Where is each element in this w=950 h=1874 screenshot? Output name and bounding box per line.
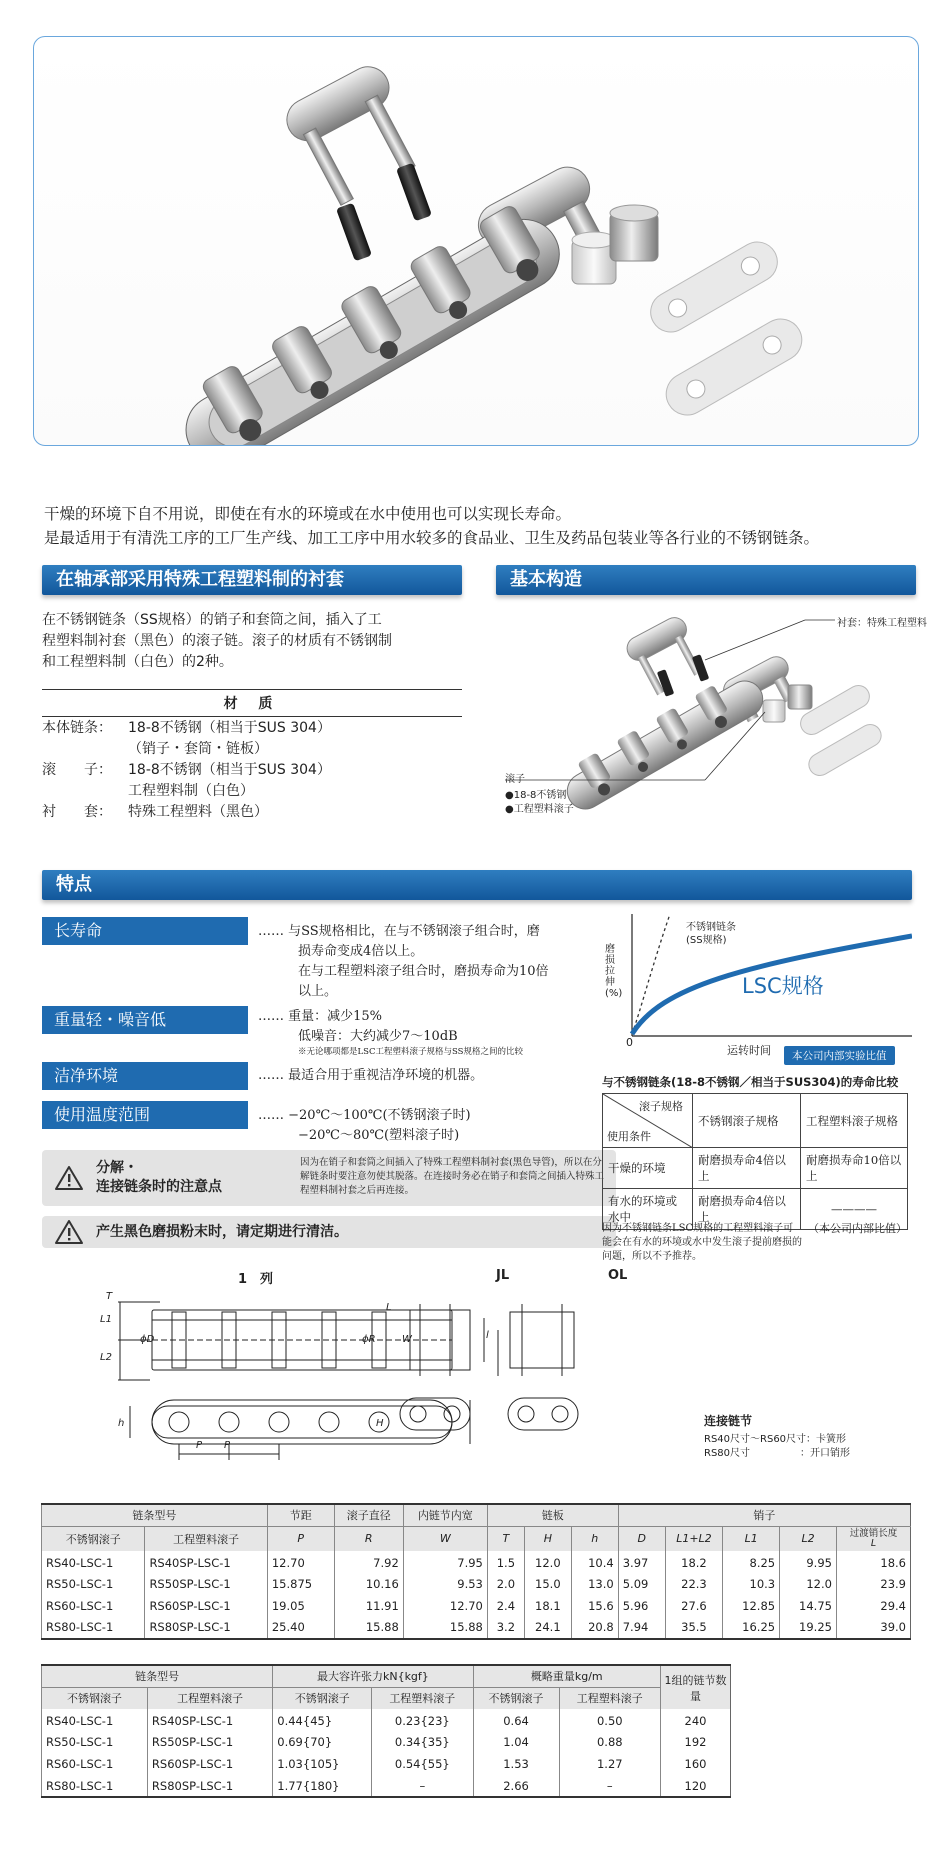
ss-curve	[632, 914, 670, 1034]
table-cell: 11.91	[334, 1595, 403, 1617]
feature-line: …… 最适合用于重视洁净环境的机器。	[258, 1068, 484, 1083]
material-row	[42, 782, 462, 801]
th-ep: 工程塑料滚子	[147, 1687, 272, 1709]
table-cell: 12.70	[267, 1551, 334, 1573]
th-pin: 销子	[618, 1504, 910, 1526]
material-key	[42, 740, 128, 759]
graph-zero: 0	[626, 1036, 633, 1049]
table-cell: 10.4	[571, 1551, 618, 1573]
th-plate: 链板	[487, 1504, 618, 1526]
compare-head-bottom: 使用条件	[607, 1130, 651, 1143]
compare-value: 耐磨损寿命4倍以上	[693, 1189, 801, 1230]
table-row	[42, 1551, 911, 1573]
roller-item: ●18-8不锈钢	[505, 790, 567, 801]
material-value: 工程塑料制（白色）	[128, 783, 254, 799]
table-cell: 18.6	[836, 1551, 910, 1573]
th-pitch: 节距	[267, 1504, 334, 1526]
compare-table	[602, 1093, 908, 1230]
graph-xlabel: 运转时间	[727, 1044, 771, 1057]
material-value: 18-8不锈钢（相当于SUS 304）	[128, 762, 331, 778]
table-cell: 160	[661, 1753, 731, 1775]
spec-table-dimensions	[41, 1503, 911, 1640]
table-cell: 1.04	[473, 1731, 559, 1753]
table-cell: 22.3	[665, 1573, 723, 1595]
material-row	[42, 803, 462, 822]
table-cell: 23.9	[836, 1573, 910, 1595]
material-row	[42, 761, 462, 780]
table-cell: 10.16	[334, 1573, 403, 1595]
table-cell: 19.25	[780, 1617, 837, 1639]
table-cell: 27.6	[665, 1595, 723, 1617]
chain-dimension-drawings	[90, 1290, 690, 1460]
compare-value: 耐磨损寿命10倍以上	[801, 1148, 908, 1189]
graph-badge: 本公司内部实验比值	[784, 1046, 895, 1065]
th-inner: 内链节内宽	[403, 1504, 487, 1526]
table-cell: 7.94	[618, 1617, 665, 1639]
material-key: 本体链条：	[42, 720, 112, 736]
th-h: h	[571, 1526, 618, 1551]
compare-row	[603, 1148, 908, 1189]
th-R: R	[334, 1526, 403, 1551]
wear-graph	[605, 906, 912, 1076]
material-row	[42, 719, 462, 738]
section-bushing-header: 在轴承部采用特殊工程塑料制的衬套	[42, 565, 462, 595]
caution-text: 因为在销子和套筒之间插入了特殊工程塑料制衬套(黑色导管)，所以在分解链条时要注意勿使其脱落。在连接时务必在销子和套筒之间插入特殊工程塑料制衬套之后再连接。	[300, 1157, 605, 1196]
table-cell: 0.44{45}	[273, 1709, 372, 1731]
section-bushing-line-2: 程塑料制衬套（黑色）的滚子链。滚子的材质有不锈钢制	[42, 633, 392, 649]
features-header: 特点	[42, 870, 912, 900]
table-cell: 5.96	[618, 1595, 665, 1617]
caution-title	[96, 1159, 222, 1197]
th-trans	[836, 1526, 910, 1551]
caution-title-line: 分解・	[96, 1160, 138, 1176]
link-title: 连接链节	[704, 1414, 753, 1428]
dim-P: P	[196, 1440, 203, 1451]
th-trans-text: 过渡销长度	[849, 1527, 898, 1539]
table-cell: 16.25	[723, 1617, 780, 1639]
feature-line: 在与工程塑料滚子组合时，磨损寿命为10倍	[298, 964, 549, 979]
feature-clean-desc	[258, 1066, 483, 1086]
table-cell: 13.0	[571, 1573, 618, 1595]
table-row	[42, 1573, 911, 1595]
table-cell: 39.0	[836, 1617, 910, 1639]
th-tension: 最大容许张力kN{kgf}	[273, 1665, 473, 1687]
caution-disassembly	[42, 1150, 616, 1206]
graph-ss-label-line: 不锈钢链条	[686, 922, 736, 933]
th-model: 链条型号	[42, 1504, 268, 1526]
graph-lsc-label: LSC规格	[742, 974, 824, 998]
compare-value: ————	[801, 1189, 908, 1230]
link-type-2: RS80尺寸 ：开口销形	[704, 1448, 851, 1459]
th-ss: 不锈钢滚子	[273, 1687, 372, 1709]
table-cell: 15.875	[267, 1573, 334, 1595]
table-cell: 1.53	[473, 1753, 559, 1775]
spec-table-strength	[41, 1664, 731, 1798]
feature-line: 损寿命变成4倍以上。	[298, 944, 424, 959]
graph-ss-label-line: (SS规格)	[686, 935, 727, 946]
table-cell: RS60SP-LSC-1	[145, 1595, 267, 1617]
feature-temperature-desc	[258, 1106, 471, 1146]
table-cell: 0.50	[559, 1709, 660, 1731]
table-cell: 29.4	[836, 1595, 910, 1617]
dim-R: ϕR	[362, 1334, 376, 1345]
table-cell: 3.2	[487, 1617, 524, 1639]
chain-exploded-illustration	[34, 37, 919, 446]
table-row	[42, 1709, 731, 1731]
feature-clean: 洁净环境	[42, 1062, 248, 1090]
table-cell: 15.0	[524, 1573, 571, 1595]
th-D: D	[618, 1526, 665, 1551]
material-value: 18-8不锈钢（相当于SUS 304）	[128, 720, 331, 736]
material-header: 材 质	[42, 689, 462, 717]
table-cell: –	[559, 1775, 660, 1797]
material-key: 衬 套：	[42, 804, 112, 820]
compare-note: 因为不锈钢链条LSC规格的工程塑料滚子可能会在有水的环境或水中发生滚子提前磨损的问题，所以不予推荐。	[602, 1223, 802, 1262]
table-cell: RS60-LSC-1	[42, 1753, 148, 1775]
dim-L2: L2	[100, 1352, 112, 1363]
table-cell: 2.66	[473, 1775, 559, 1797]
compare-col-ep: 工程塑料滚子规格	[801, 1094, 908, 1148]
dim-P: P	[224, 1440, 231, 1451]
th-ss: 不锈钢滚子	[42, 1687, 148, 1709]
dim-W: W	[402, 1334, 412, 1345]
hero-image-frame	[33, 36, 919, 446]
table-row	[42, 1753, 731, 1775]
feature-footnote: ※无论哪项都是LSC工程塑料滚子规格与SS规格之间的比较	[298, 1047, 523, 1057]
table-cell: 7.92	[334, 1551, 403, 1573]
table-cell: 15.88	[334, 1617, 403, 1639]
table-cell: RS60SP-LSC-1	[147, 1753, 272, 1775]
feature-line: 低噪音：大约减少7～10dB	[298, 1029, 458, 1044]
table-cell: –	[372, 1775, 473, 1797]
table-cell: RS50-LSC-1	[42, 1573, 145, 1595]
table-cell: 12.0	[780, 1573, 837, 1595]
table-cell: 5.09	[618, 1573, 665, 1595]
table-cell: 192	[661, 1731, 731, 1753]
th-trans-sym: L	[870, 1537, 877, 1549]
th-P: P	[267, 1526, 334, 1551]
table-cell: 18.2	[665, 1551, 723, 1573]
caution-title-line: 连接链条时的注意点	[96, 1179, 222, 1195]
material-key	[42, 782, 128, 801]
section-bushing-text	[42, 610, 467, 673]
intro-line-1: 干燥的环境下自不用说，即使在有水的环境或在水中使用也可以实现长寿命。	[44, 505, 572, 523]
table-cell: RS80SP-LSC-1	[145, 1617, 267, 1639]
table-cell: 24.1	[524, 1617, 571, 1639]
table-cell: 12.0	[524, 1551, 571, 1573]
dim-D: ϕD	[140, 1334, 155, 1345]
table-cell: 0.23{23}	[372, 1709, 473, 1731]
th-W: W	[403, 1526, 487, 1551]
table-cell: 8.25	[723, 1551, 780, 1573]
compare-col-ss: 不锈钢滚子规格	[693, 1094, 801, 1148]
table-cell: 1.27	[559, 1753, 660, 1775]
th-ep: 工程塑料滚子	[372, 1687, 473, 1709]
spec-table-dimensions-body	[42, 1551, 911, 1639]
table-cell: 0.34{35}	[372, 1731, 473, 1753]
table-cell: RS80-LSC-1	[42, 1617, 145, 1639]
th-ep: 工程塑料滚子	[145, 1526, 267, 1551]
th-T: T	[487, 1526, 524, 1551]
table-cell: RS80SP-LSC-1	[147, 1775, 272, 1797]
graph-ylabel: 磨损拉伸(%)	[605, 944, 623, 999]
table-cell: RS50-LSC-1	[42, 1731, 148, 1753]
material-value: （销子・套筒・链板）	[128, 741, 268, 757]
feature-line: −20℃～80℃(塑料滚子时)	[298, 1128, 460, 1143]
graph-ss-label	[686, 921, 736, 947]
bushing-label: 衬套：特殊工程塑料	[837, 618, 927, 629]
th-H: H	[524, 1526, 571, 1551]
basic-structure-illustration	[505, 600, 915, 820]
table-cell: 9.53	[403, 1573, 487, 1595]
feature-line: 以上。	[298, 984, 338, 999]
roller-item: ●工程塑料滚子	[505, 804, 574, 815]
table-cell: 120	[661, 1775, 731, 1797]
table-cell: 18.1	[524, 1595, 571, 1617]
dim-L: L	[386, 1302, 392, 1313]
table-cell: 20.8	[571, 1617, 618, 1639]
section-structure-header: 基本构造	[496, 565, 916, 595]
table-cell: 2.4	[487, 1595, 524, 1617]
table-row	[42, 1731, 731, 1753]
compare-value: 耐磨损寿命4倍以上	[693, 1148, 801, 1189]
th-model: 链条型号	[42, 1665, 273, 1687]
th-L1L2: L1+L2	[665, 1526, 723, 1551]
dim-H: H	[376, 1418, 384, 1429]
feature-temperature: 使用温度范围	[42, 1101, 248, 1129]
material-value: 特殊工程塑料（黑色）	[128, 804, 268, 820]
table-cell: 12.85	[723, 1595, 780, 1617]
table-cell: 35.5	[665, 1617, 723, 1639]
th-L2: L2	[780, 1526, 837, 1551]
feature-line: …… −20℃～100℃(不锈钢滚子时)	[258, 1108, 471, 1123]
table-cell: 10.3	[723, 1573, 780, 1595]
table-cell: 0.54{55}	[372, 1753, 473, 1775]
table-row	[42, 1595, 911, 1617]
table-cell: 19.05	[267, 1595, 334, 1617]
section-bushing-line-1: 在不锈钢链条（SS规格）的销子和套筒之间，插入了工	[42, 612, 382, 628]
table-cell: RS40-LSC-1	[42, 1709, 148, 1731]
warning-icon	[54, 1165, 84, 1191]
table-cell: 1.03{105}	[273, 1753, 372, 1775]
th-weight: 概略重量kg/m	[473, 1665, 661, 1687]
dim-L1: L1	[100, 1314, 112, 1325]
caution-cleaning-title: 产生黑色磨损粉末时，请定期进行清洁。	[96, 1224, 348, 1240]
table-cell: 0.69{70}	[273, 1731, 372, 1753]
compare-head-top: 滚子规格	[639, 1100, 683, 1113]
th-roller: 滚子直径	[334, 1504, 403, 1526]
table-cell: 0.64	[473, 1709, 559, 1731]
th-ss: 不锈钢滚子	[473, 1687, 559, 1709]
feature-light-quiet-desc	[258, 1007, 523, 1058]
table-cell: 2.0	[487, 1573, 524, 1595]
caution-cleaning	[42, 1216, 616, 1248]
compare-corner-cell	[603, 1094, 693, 1148]
intro-text	[44, 502, 819, 550]
drawing-title-jl: JL	[496, 1268, 510, 1283]
table-cell: 12.70	[403, 1595, 487, 1617]
table-row	[42, 1775, 731, 1797]
table-cell: 25.40	[267, 1617, 334, 1639]
spec-table-strength-body	[42, 1709, 731, 1797]
table-cell: 15.88	[403, 1617, 487, 1639]
compare-title: 与不锈钢链条(18-8不锈钢／相当于SUS304)的寿命比较	[602, 1075, 899, 1089]
table-cell: 1.77{180}	[273, 1775, 372, 1797]
table-cell: 0.88	[559, 1731, 660, 1753]
dim-l: l	[486, 1330, 489, 1341]
material-key: 滚 子：	[42, 762, 112, 778]
th-links: 1组的链节数量	[661, 1665, 731, 1709]
intro-line-2: 是最适用于有清洗工序的工厂生产线、加工工序中用水较多的食品业、卫生及药品包装业等各行业的不锈钢链条。	[44, 529, 820, 547]
compare-note-2: （本公司内部比值）	[808, 1222, 907, 1235]
feature-line: …… 与SS规格相比，在与不锈钢滚子组合时，磨	[258, 924, 540, 939]
dim-T: T	[106, 1291, 113, 1302]
feature-line: …… 重量：减少15%	[258, 1009, 383, 1024]
table-cell: 7.95	[403, 1551, 487, 1573]
th-L1: L1	[723, 1526, 780, 1551]
table-cell: 3.97	[618, 1551, 665, 1573]
table-cell: 15.6	[571, 1595, 618, 1617]
table-cell: RS80-LSC-1	[42, 1775, 148, 1797]
table-cell: RS40SP-LSC-1	[145, 1551, 267, 1573]
drawing-title-1: 1 列	[238, 1272, 274, 1287]
table-cell: RS40-LSC-1	[42, 1551, 145, 1573]
table-cell: RS50SP-LSC-1	[145, 1573, 267, 1595]
table-cell: 9.95	[780, 1551, 837, 1573]
feature-light-quiet: 重量轻・噪音低	[42, 1006, 248, 1034]
material-table	[42, 689, 462, 822]
table-cell: 1.5	[487, 1551, 524, 1573]
feature-long-life-desc	[258, 922, 549, 1002]
table-cell: RS50SP-LSC-1	[147, 1731, 272, 1753]
compare-cond: 干燥的环境	[603, 1148, 693, 1189]
roller-label: 滚子	[505, 774, 525, 785]
th-ep: 工程塑料滚子	[559, 1687, 660, 1709]
table-cell: 14.75	[780, 1595, 837, 1617]
table-cell: RS60-LSC-1	[42, 1595, 145, 1617]
table-cell: 240	[661, 1709, 731, 1731]
drawing-title-ol: OL	[608, 1268, 628, 1283]
dim-h: h	[118, 1418, 125, 1429]
table-row	[42, 1617, 911, 1639]
material-row	[42, 740, 462, 759]
table-cell: RS40SP-LSC-1	[147, 1709, 272, 1731]
section-bushing-line-3: 和工程塑料制（白色）的2种。	[42, 654, 233, 670]
link-type-1: RS40尺寸～RS60尺寸：卡簧形	[704, 1434, 847, 1445]
warning-icon	[54, 1219, 84, 1245]
compare-cond: 有水的环境或水中	[603, 1189, 693, 1230]
th-ss: 不锈钢滚子	[42, 1526, 145, 1551]
feature-long-life: 长寿命	[42, 917, 248, 945]
